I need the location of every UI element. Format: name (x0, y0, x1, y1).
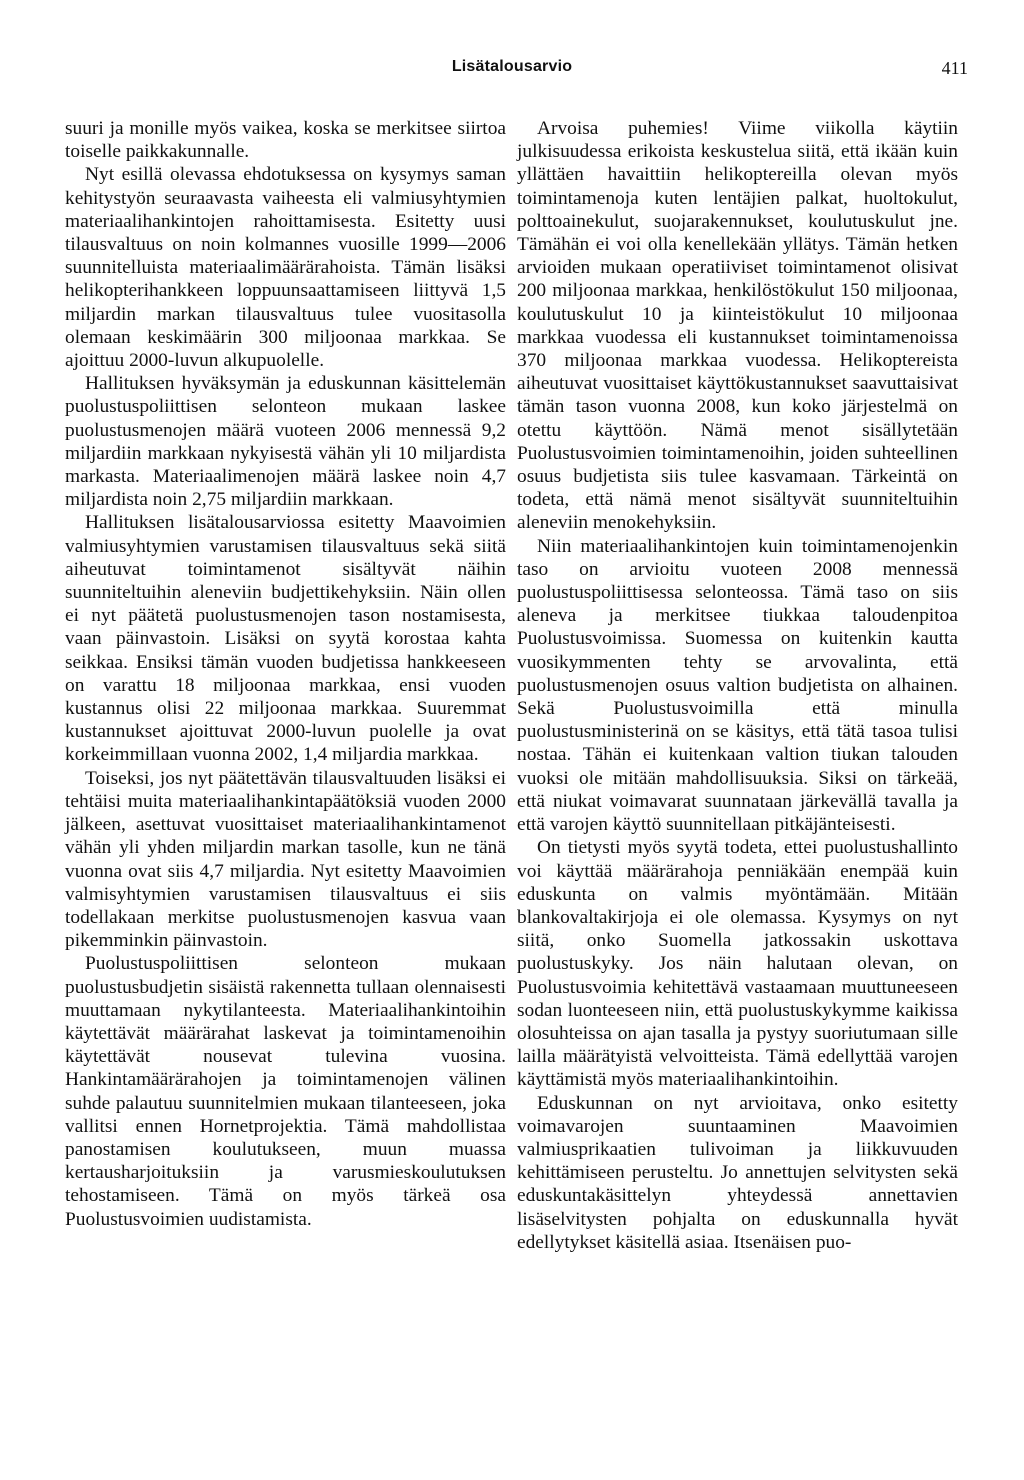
paragraph: Nyt esillä olevassa ehdotuksessa on kysymys saman kehitystyön seuraavasta vaiheesta eli valmiusyhtymien materiaalihankintojen rahoittamisesta. Esitetty uusi tilausvaltuus on noin kolmannes vuosille 1999—2006 suunnitelluista materiaalimäärärahoista. Tämän lisäksi helikopterihankkeen loppuunsaattamiseen liittyvä 1,5 miljardin markan tilausvaltuus tulee vuositasolla olemaan keskimäärin 300 miljoonaa markkaa. Se ajoittuu 2000-luvun alkupuolelle. (65, 164, 506, 372)
paragraph: Niin materiaalihankintojen kuin toimintamenojenkin taso on arvioitu vuoteen 2008 mennessä puolustuspoliittisessa selonteossa. Tämä taso on siis aleneva ja merkitsee tiukkaa taloudenpitoa Puolustusvoimissa. Suomessa on kuitenkin kautta vuosikymmenten tehty se arvovalinta, että puolustusmenojen osuus valtion budjetista on alhainen. Sekä Puolustusvoimilla että minulla puolustusministerinä on se käsitys, että tätä tasoa tulisi nostaa. Tähän ei kuitenkaan valtion tiukan talouden vuoksi ole mitään mahdollisuuksia. Siksi on tärkeää, että niukat voimavarat suunnataan järkevällä tavalla ja että varojen käyttö suunnitellaan pitkäjänteisesti. (517, 535, 958, 836)
right-column (517, 117, 958, 1254)
paragraph: suuri ja monille myös vaikea, koska se merkitsee siirtoa toiselle paikkakunnalle. (65, 118, 506, 163)
paragraph: Eduskunnan on nyt arvioitava, onko esitetty voimavarojen suuntaaminen Maavoimien valmiusprikaatien tulivoiman ja liikkuvuuden kehittämiseen perusteltu. Jo annettujen selvitysten sekä eduskuntakäsittelyn yhteydessä annettavien lisäselvitysten pohjalta on eduskunnalla hyvät edellytykset käsitellä asiaa. Itsenäisen puo- (517, 1092, 958, 1253)
running-title: Lisätalousarvio (451, 58, 573, 75)
paragraph: On tietysti myös syytä todeta, ettei puolustushallinto voi käyttää määrärahoja penniäkään enempää kuin eduskunta on valmis myöntämään. Mitään blankovaltakirjoja ei ole olemassa. Kysymys on nyt siitä, onko Suomella jatkossakin uskottava puolustuskyky. Jos näin halutaan olevan, on Puolustusvoimia kehitettävä vastaamaan muuttuneeseen sodan luonteeseen niin, että puolustuskykymme kaikissa olosuhteissa on ajan tasalla ja pystyy suoriutumaan sille lailla määrätyistä velvoitteista. Tämä edellyttää varojen käyttämistä myös materiaalihankintoihin. (517, 837, 958, 1091)
paragraph: Toiseksi, jos nyt päätettävän tilausvaltuuden lisäksi ei tehtäisi muita materiaalihankintapäätöksiä vuoden 2000 jälkeen, asettuvat vuosittaiset materiaalihankintamenot vähän yli yhden miljardin markan tasolle, kun ne tänä vuonna ovat siis 4,7 miljardia. Nyt esitetty Maavoimien valmisyhtymien varustamisen tilausvaltuus ei siis todellakaan merkitse puolustusmenojen kasvua vaan pikemminkin päinvastoin. (65, 767, 506, 952)
paragraph: Hallituksen hyväksymän ja eduskunnan käsittelemän puolustuspoliittisen selonteon mukaan laskee puolustusmenojen määrä vuoteen 2006 mennessä 9,2 miljardiin markkaan nykyisestä vähän yli 10 miljardista markasta. Materiaalimenojen määrä laskee noin 4,7 miljardista noin 2,75 miljardiin markkaan. (65, 373, 506, 511)
left-column (65, 117, 506, 1231)
paragraph: Hallituksen lisätalousarviossa esitetty Maavoimien valmiusyhtymien varustamisen tilausvaltuus sekä siitä aiheutuvat toimintamenot sisältyvät näihin suunniteltuihin aleneviin budjettikehyksiin. Näin ollen ei nyt päätetä puolustusmenojen tason nostamisesta, vaan päinvastoin. Lisäksi on syytä korostaa kahta seikkaa. Ensiksi tämän vuoden budjetissa hankkeeseen on varattu 18 miljoonaa markkaa, ensi vuoden kustannus olisi 22 miljoonaa markkaa. Suuremmat kustannukset ajoittuvat 2000-luvun puolelle ja ovat korkeimmillaan vuonna 2002, 1,4 miljardia markkaa. (65, 512, 506, 766)
page-number: 411 (941, 58, 968, 78)
paragraph: Puolustuspoliittisen selonteon mukaan puolustusbudjetin sisäistä rakennetta tullaan olennaisesti muuttamaan nykytilanteesta. Materiaalihankintoihin käytettävät määrärahat laskevat ja toimintamenoihin käytettävät nousevat tulevina vuosina. Hankintamäärärahojen ja toimintamenojen välinen suhde palautuu suunnitelmien mukaan tilanteeseen, joka vallitsi ennen Hornetprojektia. Tämä mahdollistaa panostamisen koulutukseen, muun muassa kertausharjoituksiin ja varusmieskoulutuksen tehostamiseen. Tämä on myös tärkeä osa Puolustusvoimien uudistamista. (65, 953, 506, 1230)
running-header (0, 58, 1024, 84)
paragraph: Arvoisa puhemies! Viime viikolla käytiin julkisuudessa erikoista keskustelua siitä, että ikään kuin yllättäen havaittiin helikoptereilla olevan myös toimintamenoja kuten lentäjien palkat, huoltokulut, polttoainekulut, suojarakennukset, koulutuskulut jne. Tämähän ei voi olla kenellekään yllätys. Tämän hetken arvioiden mukaan operatiiviset toimintamenot olisivat 200 miljoonaa markkaa, henkilöstökulut 150 miljoonaa, koulutuskulut 10 ja kiinteistökulut 10 miljoonaa markkaa vuodessa eli kustannukset toimintamenoissa 370 miljoonaa markkaa vuodessa. Helikoptereista aiheutuvat vuosittaiset käyttökustannukset saavuttaisivat tämän tason vuonna 2008, kun koko järjestelmä on otettu käyttöön. Nämä menot sisällytetään Puolustusvoimien toimintamenoihin, joiden suhteellinen osuus budjetista siis tulee kasvamaan. Tärkeintä on todeta, että nämä menot sisältyvät suunniteltuihin aleneviin menokehyksiin. (517, 118, 958, 534)
